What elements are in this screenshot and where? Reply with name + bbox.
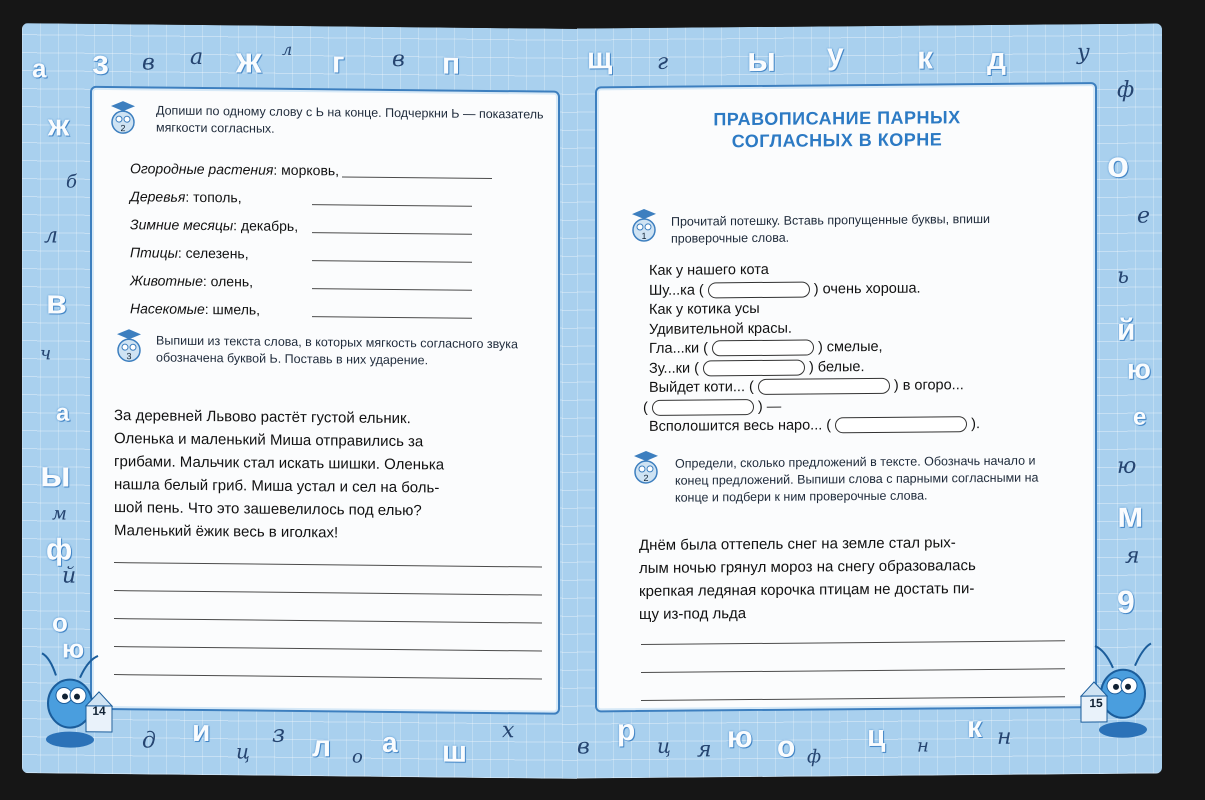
poem-line xyxy=(649,279,921,300)
decor-letter: н xyxy=(917,735,929,757)
decor-letter: ц xyxy=(867,719,886,754)
decor-letter: м xyxy=(1117,493,1144,535)
text-line: грибами. Мальчик стал искать шишки. Оленька xyxy=(114,453,445,474)
poem-text: Гла...ки ( xyxy=(649,340,708,357)
decor-letter: в xyxy=(392,46,405,73)
poem-text: Как у нашего кота xyxy=(649,261,769,279)
item-value: : шмель, xyxy=(204,301,261,318)
decor-letter: ю xyxy=(62,633,85,664)
decor-letter: л xyxy=(312,730,332,764)
list-item xyxy=(130,296,260,321)
decor-letter: к xyxy=(917,39,934,76)
poem-line xyxy=(649,300,760,320)
decor-letter: ю xyxy=(1117,453,1137,479)
poem-line xyxy=(649,415,980,437)
decor-letter: в xyxy=(577,734,590,760)
poem-text: Зу...ки ( xyxy=(649,359,699,377)
poem-text: ) в огоро... xyxy=(893,377,964,394)
decor-letter: л xyxy=(282,39,293,59)
decor-letter: х xyxy=(502,718,515,744)
decor-letter: щ xyxy=(587,42,613,76)
page-number: 15 xyxy=(1089,695,1103,711)
decor-letter: е xyxy=(1133,403,1147,431)
item-label: Зимние месяцы xyxy=(130,216,234,234)
decor-letter: г xyxy=(657,49,669,75)
decor-letter: а xyxy=(32,53,47,84)
answer-line xyxy=(641,640,1065,645)
list-item xyxy=(130,212,298,238)
poem-text: ( xyxy=(643,399,648,416)
decor-letter: а xyxy=(190,44,204,70)
owl-task-badge-icon xyxy=(631,208,657,242)
text-line: шой пень. Что это зашевелилось под елью? xyxy=(114,499,422,520)
owl-task-badge-icon xyxy=(110,100,136,134)
decor-letter: в xyxy=(46,283,67,322)
decor-letter: а xyxy=(382,726,398,759)
item-value: : морковь, xyxy=(273,161,340,179)
decor-letter: у xyxy=(827,38,844,72)
text-line: нашла белый гриб. Миша устал и сел на боль- xyxy=(114,476,440,497)
answer-line xyxy=(641,696,1065,701)
decor-letter: я xyxy=(1125,543,1140,569)
owl-task-badge-icon xyxy=(633,450,659,484)
text-line: Днём была оттепель снег на земле стал рых- xyxy=(639,534,956,555)
item-value: : олень, xyxy=(202,272,254,290)
task-instruction: Выпиши из текста слова, в которых мягкость согласного звука обозначена буквой Ь. Поставь в них ударение. xyxy=(156,333,518,368)
poem-text: Всполошится весь наро... ( xyxy=(649,417,832,435)
decor-letter: з xyxy=(272,719,286,748)
decor-letter: о xyxy=(777,730,796,764)
decor-letter: к xyxy=(967,711,983,745)
poem-text: ) смелые, xyxy=(817,338,883,356)
decor-letter: п xyxy=(442,47,461,81)
poem-line xyxy=(649,358,865,379)
decor-letter: и xyxy=(192,714,211,749)
list-item xyxy=(130,184,242,209)
list-item xyxy=(130,156,339,182)
task-instruction: Допиши по одному слову с Ь на конце. Подчеркни Ь — показатель мягкости согласных. xyxy=(156,103,544,136)
text-line: Маленький ёжик весь в иголках! xyxy=(114,522,339,542)
poem-line xyxy=(649,261,769,281)
decor-letter: ч xyxy=(40,343,52,365)
answer-line xyxy=(312,204,472,207)
answer-line xyxy=(312,260,472,263)
poem-line xyxy=(649,319,792,339)
decor-letter: о xyxy=(52,607,68,638)
poem-text: ) очень хороша. xyxy=(813,280,921,297)
decor-letter: ю xyxy=(1127,353,1151,385)
answer-blank xyxy=(712,340,814,357)
answer-blank xyxy=(708,281,810,298)
poem-line xyxy=(649,338,883,359)
task-number: 3 xyxy=(126,351,132,362)
answer-blank xyxy=(835,416,967,433)
left-sheet xyxy=(90,86,560,715)
answer-blank xyxy=(703,359,805,376)
decor-letter: ы xyxy=(40,453,71,495)
decor-letter: 9 xyxy=(1117,583,1135,620)
list-item xyxy=(130,268,253,293)
decor-letter: р xyxy=(617,714,636,748)
decor-letter: а xyxy=(56,399,70,427)
list-item xyxy=(130,240,249,265)
decor-letter: е xyxy=(1137,203,1151,229)
decor-letter: о xyxy=(352,746,363,768)
decor-letter: я xyxy=(697,737,712,763)
answer-blank xyxy=(758,378,890,395)
decor-letter: м xyxy=(52,503,67,525)
decor-letter: в xyxy=(142,50,155,76)
item-value: : декабрь, xyxy=(233,217,299,234)
answer-line xyxy=(312,316,472,319)
task-number: 1 xyxy=(641,230,647,241)
ant-mascot-icon xyxy=(1077,633,1157,744)
decor-letter: ы xyxy=(747,40,777,80)
right-sheet xyxy=(595,82,1097,712)
answer-line xyxy=(114,646,542,651)
decor-letter: ь xyxy=(1117,263,1129,289)
answer-line xyxy=(114,618,542,623)
decor-letter: н xyxy=(997,724,1012,750)
text-line: лым ночью грянул мороз на снегу образовалась xyxy=(639,557,976,578)
answer-line xyxy=(114,674,542,679)
right-page xyxy=(577,23,1162,778)
item-label: Насекомые xyxy=(130,300,205,318)
answer-line xyxy=(641,668,1065,673)
poem-text: Как у котика усы xyxy=(649,300,760,318)
task-number: 2 xyxy=(643,472,649,483)
answer-line xyxy=(312,288,472,291)
answer-line xyxy=(114,590,542,595)
text-line: щу из-под льда xyxy=(639,605,747,624)
answer-line xyxy=(114,562,542,567)
decor-letter: й xyxy=(1117,313,1136,347)
poem-text: Шу...ка ( xyxy=(649,281,704,299)
text-line: крепкая ледяная корочка птицам не достать пи- xyxy=(639,580,975,601)
decor-letter: ц xyxy=(657,733,671,758)
answer-blank xyxy=(652,399,754,416)
decor-letter: з xyxy=(92,43,109,83)
owl-task-badge-icon xyxy=(116,328,142,362)
decor-letter: д xyxy=(987,42,1007,76)
decor-letter: г xyxy=(332,46,345,80)
decor-letter: ж xyxy=(48,109,70,143)
item-label: Деревья xyxy=(130,188,186,205)
item-value: : селезень, xyxy=(177,244,249,262)
page-title-line2: СОГЛАСНЫХ В КОРНЕ xyxy=(731,129,943,152)
decor-letter: л xyxy=(44,223,59,249)
decor-letter: ю xyxy=(727,721,753,755)
decor-letter: й xyxy=(62,563,77,589)
decor-letter: о xyxy=(1107,143,1129,185)
decor-letter: ц xyxy=(236,739,250,764)
open-workbook xyxy=(22,26,1162,776)
item-label: Животные xyxy=(130,272,203,289)
poem-text: Выйдет коти... ( xyxy=(649,379,754,396)
decor-letter: ш xyxy=(442,735,468,769)
text-line: Оленька и маленький Миша отправились за xyxy=(114,430,424,451)
decor-letter: д xyxy=(142,728,156,754)
poem-line xyxy=(649,376,964,398)
decor-letter: ф xyxy=(1117,77,1135,103)
left-page xyxy=(22,23,577,779)
page-number: 14 xyxy=(92,703,106,718)
decor-letter: ф xyxy=(807,746,822,768)
page-title: ПРАВОПИСАНИЕ ПАРНЫХ xyxy=(713,107,961,130)
item-label: Огородные растения xyxy=(130,160,274,178)
task-instruction: Прочитай потешку. Вставь пропущенные буквы, впиши проверочные слова. xyxy=(671,211,990,246)
answer-line xyxy=(312,232,472,235)
decor-letter: ф xyxy=(46,533,73,567)
item-value: : тополь, xyxy=(185,188,242,206)
task-instruction: Определи, сколько предложений в тексте. Обозначь начало и конец предложений. Выпиши слова с парными согласными на конце и подбери к ним проверочные слова. xyxy=(675,453,1039,505)
ant-mascot-icon xyxy=(36,643,116,754)
poem-text: ). xyxy=(971,416,980,433)
text-line: За деревней Львово растёт густой ельник. xyxy=(114,407,411,428)
task-number: 2 xyxy=(120,123,126,134)
item-label: Птицы xyxy=(130,244,178,261)
poem-text: ) — xyxy=(757,398,782,415)
decor-letter: у xyxy=(1077,40,1090,66)
poem-text: ) белые. xyxy=(808,358,865,376)
decor-letter: ж xyxy=(236,39,262,81)
answer-line xyxy=(342,176,492,179)
decor-letter: б xyxy=(66,171,77,193)
poem-line xyxy=(643,397,781,417)
poem-text: Удивительной красы. xyxy=(649,320,792,338)
